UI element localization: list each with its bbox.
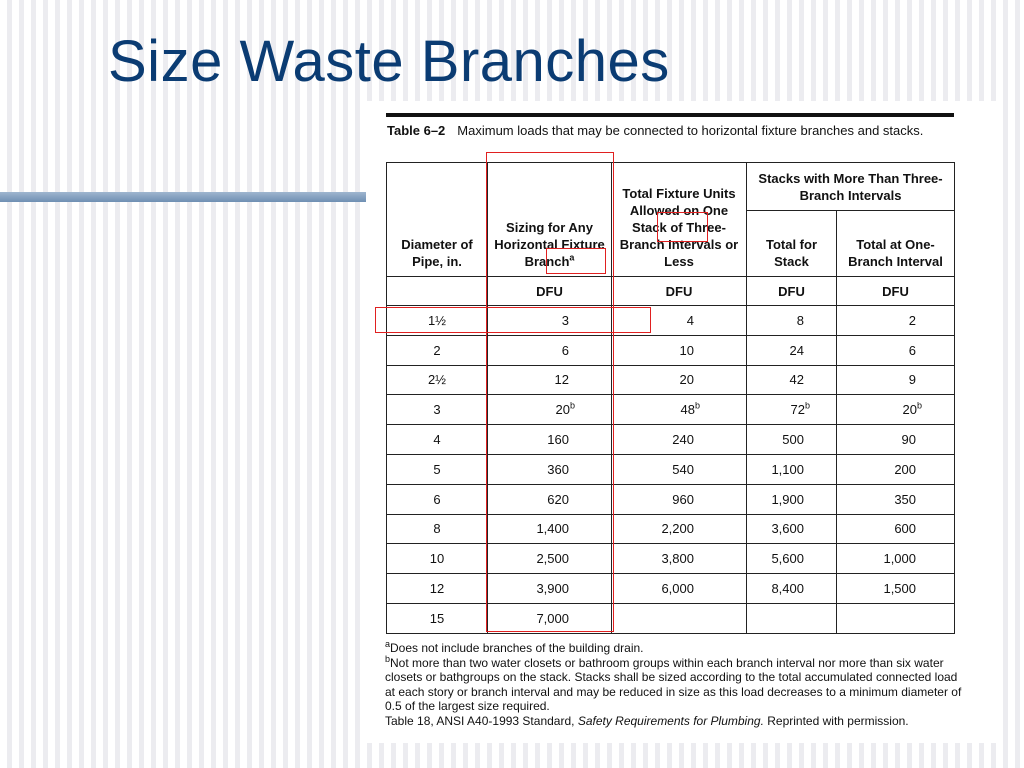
footnote-b: $^b$Not more than two water closets or bathroom groups within each branch interval nor more than six water closets or bathgroups on the stack. Stacks shall be sized according to the total accumulated connected load at each story or branch interval and may be reduced in size as this load decreases to a minimum diameter of 0.5 of the largest size required. [385, 653, 962, 713]
cell-total-stack: 1,900 [747, 484, 837, 514]
cell-interval: 6 [837, 335, 955, 365]
cell-interval: 1,500 [837, 574, 955, 604]
highlight-branch [546, 248, 606, 274]
cell-interval: 1,000 [837, 544, 955, 574]
highlight-sizing-column [486, 152, 614, 632]
cell-stack: 20 [612, 365, 747, 395]
unit-cell: DFU [612, 277, 747, 306]
table-row [387, 514, 955, 544]
cell-total-stack: 500 [747, 425, 837, 455]
cell-diameter: 2 [387, 335, 488, 365]
cell-branch: 12 [488, 365, 612, 395]
cell-total-stack: 8,400 [747, 574, 837, 604]
cell-interval: 20$^b$ [837, 395, 955, 425]
cell-branch: 6 [488, 335, 612, 365]
cell-stack: 10 [612, 335, 747, 365]
cell-diameter: 5 [387, 454, 488, 484]
cell-interval: 600 [837, 514, 955, 544]
cell-stack: 2,200 [612, 514, 747, 544]
unit-cell [387, 277, 488, 306]
slide-title: Size Waste Branches [108, 29, 670, 94]
cell-interval: 350 [837, 484, 955, 514]
cell-branch: 360 [488, 454, 612, 484]
cell-branch: 3,900 [488, 574, 612, 604]
table-label: Table 6–2 [387, 123, 446, 138]
cell-stack: 960 [612, 484, 747, 514]
table-document [366, 101, 1002, 743]
highlight-one-stack [657, 212, 708, 242]
footnote-b-sup: b [804, 400, 810, 411]
header-total-for-stack: Total for Stack [747, 211, 837, 277]
cell-total-stack: 5,600 [747, 544, 837, 574]
table-row [387, 335, 955, 365]
cell-stack: 540 [612, 454, 747, 484]
table-row [387, 544, 955, 574]
header-sizing: Sizing for Any Horizontal Fixture Branch$^a$ [488, 163, 612, 277]
cell-stack: 4 [612, 306, 747, 336]
table-row [387, 454, 955, 484]
cell-branch: 620 [488, 484, 612, 514]
table-row [387, 395, 955, 425]
cell-branch: 1,400 [488, 514, 612, 544]
footnote-b-sup: b [917, 400, 923, 411]
cell-branch: 20$^b$ [488, 395, 612, 425]
cell-stack [612, 603, 747, 633]
cell-total-stack: 72$^b$ [747, 395, 837, 425]
table-row [387, 484, 955, 514]
header-sizing-sup: a [569, 252, 575, 263]
cell-interval: 9 [837, 365, 955, 395]
cell-total-stack: 3,600 [747, 514, 837, 544]
cell-branch: 7,000 [488, 603, 612, 633]
highlight-row-1-5 [375, 307, 651, 333]
cell-diameter: 15 [387, 603, 488, 633]
cell-total-stack: 42 [747, 365, 837, 395]
unit-cell: DFU [837, 277, 955, 306]
table-source: Table 18, ANSI A40-1993 Standard, Safety Requirements for Plumbing. Reprinted with permission. [385, 713, 909, 728]
table-footnotes [385, 641, 965, 728]
units-row [387, 277, 955, 306]
cell-total-stack: 1,100 [747, 454, 837, 484]
cell-total-stack: 24 [747, 335, 837, 365]
header-more-than-three: Stacks with More Than Three-Branch Intervals [747, 163, 955, 211]
footnote-b-sup: b [569, 400, 575, 411]
cell-branch: 3 [488, 306, 612, 336]
header-total-one-branch: Total at One-Branch Interval [837, 211, 955, 277]
table-caption-text: Maximum loads that may be connected to horizontal fixture branches and stacks. [457, 123, 924, 138]
unit-cell: DFU [747, 277, 837, 306]
table-row [387, 425, 955, 455]
cell-diameter: 6 [387, 484, 488, 514]
cell-stack: 48$^b$ [612, 395, 747, 425]
cell-interval: 2 [837, 306, 955, 336]
header-total-one-stack: Total Fixture Units Allowed on One Stack of Three-Branch Intervals or Less [612, 163, 747, 277]
unit-cell: DFU [488, 277, 612, 306]
cell-interval: 200 [837, 454, 955, 484]
table-row [387, 365, 955, 395]
cell-diameter: 10 [387, 544, 488, 574]
cell-total-stack: 8 [747, 306, 837, 336]
table-caption [387, 122, 947, 139]
cell-branch: 2,500 [488, 544, 612, 574]
header-diameter: Diameter of Pipe, in. [387, 163, 488, 277]
cell-stack: 6,000 [612, 574, 747, 604]
cell-diameter: 3 [387, 395, 488, 425]
footnote-b-sup: b [694, 400, 700, 411]
cell-diameter: 4 [387, 425, 488, 455]
cell-diameter: 12 [387, 574, 488, 604]
accent-bar [0, 192, 370, 202]
table-row [387, 603, 955, 633]
cell-diameter: 2½ [387, 365, 488, 395]
cell-branch: 160 [488, 425, 612, 455]
cell-diameter: 1½ [387, 306, 488, 336]
footnote-a: $^a$Does not include branches of the building drain. [385, 639, 644, 655]
cell-interval [837, 603, 955, 633]
cell-stack: 240 [612, 425, 747, 455]
table-top-rule [386, 113, 954, 117]
table-row [387, 574, 955, 604]
cell-total-stack [747, 603, 837, 633]
cell-interval: 90 [837, 425, 955, 455]
cell-stack: 3,800 [612, 544, 747, 574]
cell-diameter: 8 [387, 514, 488, 544]
